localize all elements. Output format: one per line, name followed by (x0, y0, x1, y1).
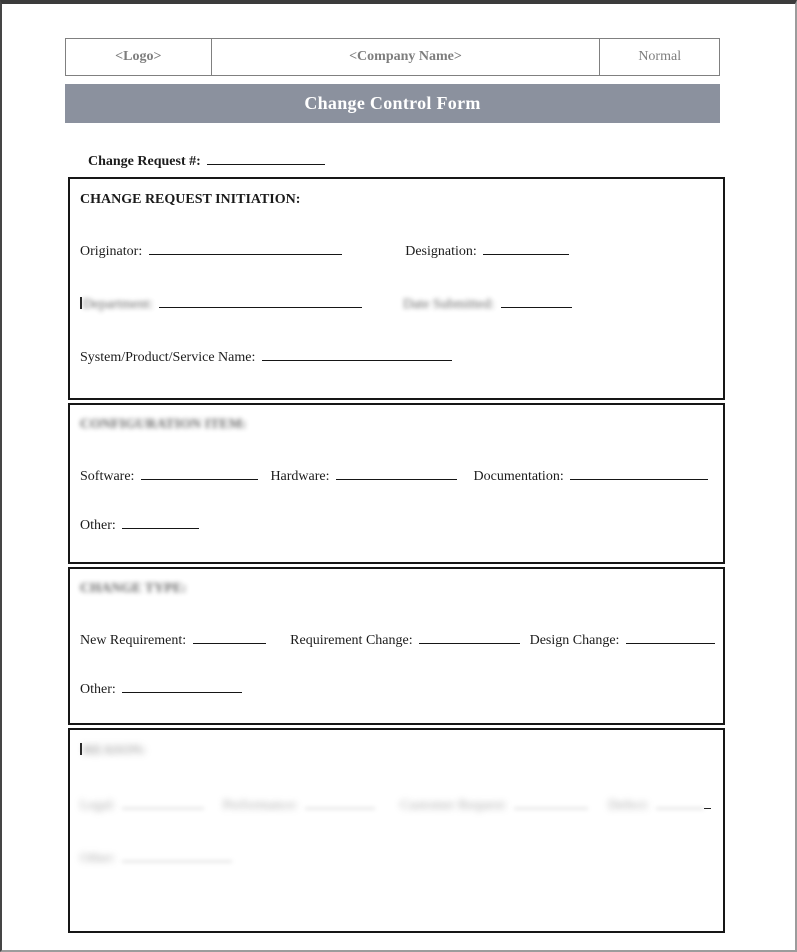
section-title-blurred: REASON: (83, 743, 147, 758)
other-label: Other: (80, 851, 116, 866)
change-type-row (80, 630, 709, 649)
department-fill-line[interactable] (159, 294, 362, 308)
department-label: Department: (83, 297, 153, 312)
other-fill-line[interactable] (122, 848, 232, 862)
software-fill-line[interactable] (141, 466, 258, 480)
customer-request-label: Customer Request: (400, 798, 508, 813)
requirement-change-label: Requirement Change: (290, 633, 413, 648)
other-fill-line[interactable] (122, 679, 242, 693)
requirement-change-fill-line[interactable] (419, 630, 520, 644)
reason-row (80, 795, 709, 814)
date-submitted-fill-line[interactable] (501, 294, 572, 308)
configuration-item-row (80, 466, 709, 485)
originator-fill-line[interactable] (149, 241, 342, 255)
blur-artifact-letter-fragment (80, 743, 82, 755)
configuration-other-row (80, 515, 709, 534)
system-product-service-name-label: System/Product/Service Name: (80, 350, 256, 365)
software-label: Software: (80, 469, 135, 484)
blur-artifact-letter-fragment (80, 297, 82, 309)
title-banner (65, 84, 720, 123)
defect-label: Defect: (608, 798, 650, 813)
other-label: Other: (80, 518, 116, 533)
logo-placeholder-cell: <Logo> (66, 39, 212, 75)
section-change-request-initiation (68, 177, 725, 400)
company-name-cell: <Company Name> (212, 39, 601, 75)
originator-label: Originator: (80, 244, 143, 259)
performance-label: Performance: (222, 798, 299, 813)
document-style-cell: Normal (638, 49, 682, 64)
designation-label: Designation: (405, 244, 477, 259)
legal-fill-line[interactable] (122, 795, 204, 809)
section-change-type (68, 567, 725, 725)
form-title: Change Control Form (304, 93, 481, 113)
design-change-label: Design Change: (529, 633, 620, 648)
new-requirement-label: New Requirement: (80, 633, 187, 648)
change-request-number-fill-line[interactable] (207, 151, 325, 165)
performance-fill-line[interactable] (305, 795, 375, 809)
system-name-row (80, 347, 709, 366)
date-submitted-label: Date Submitted: (402, 297, 495, 312)
new-requirement-fill-line[interactable] (193, 630, 266, 644)
other-fill-line[interactable] (122, 515, 199, 529)
customer-request-fill-line[interactable] (514, 795, 588, 809)
section-configuration-item (68, 403, 725, 564)
legal-label: Legal: (80, 798, 116, 813)
change-request-number-row (88, 151, 795, 170)
system-product-service-name-fill-line[interactable] (262, 347, 452, 361)
reason-other-row (80, 848, 709, 867)
hardware-label: Hardware: (270, 469, 330, 484)
designation-fill-line[interactable] (483, 241, 569, 255)
change-request-number-label: Change Request #: (88, 154, 201, 169)
blur-artifact-line-end (704, 798, 711, 809)
header-table (65, 38, 720, 76)
other-label: Other: (80, 682, 116, 697)
change-type-other-row (80, 679, 709, 698)
documentation-fill-line[interactable] (570, 466, 708, 480)
defect-fill-line[interactable] (656, 795, 704, 809)
section-title-blurred: CONFIGURATION ITEM: (80, 417, 247, 432)
section-title: CHANGE REQUEST INITIATION: (80, 192, 301, 207)
hardware-fill-line[interactable] (336, 466, 457, 480)
design-change-fill-line[interactable] (626, 630, 715, 644)
department-date-row (80, 294, 709, 313)
section-title-blurred: CHANGE TYPE: (80, 581, 187, 596)
section-reason (68, 728, 725, 933)
documentation-label: Documentation: (473, 469, 564, 484)
originator-designation-row (80, 241, 709, 260)
